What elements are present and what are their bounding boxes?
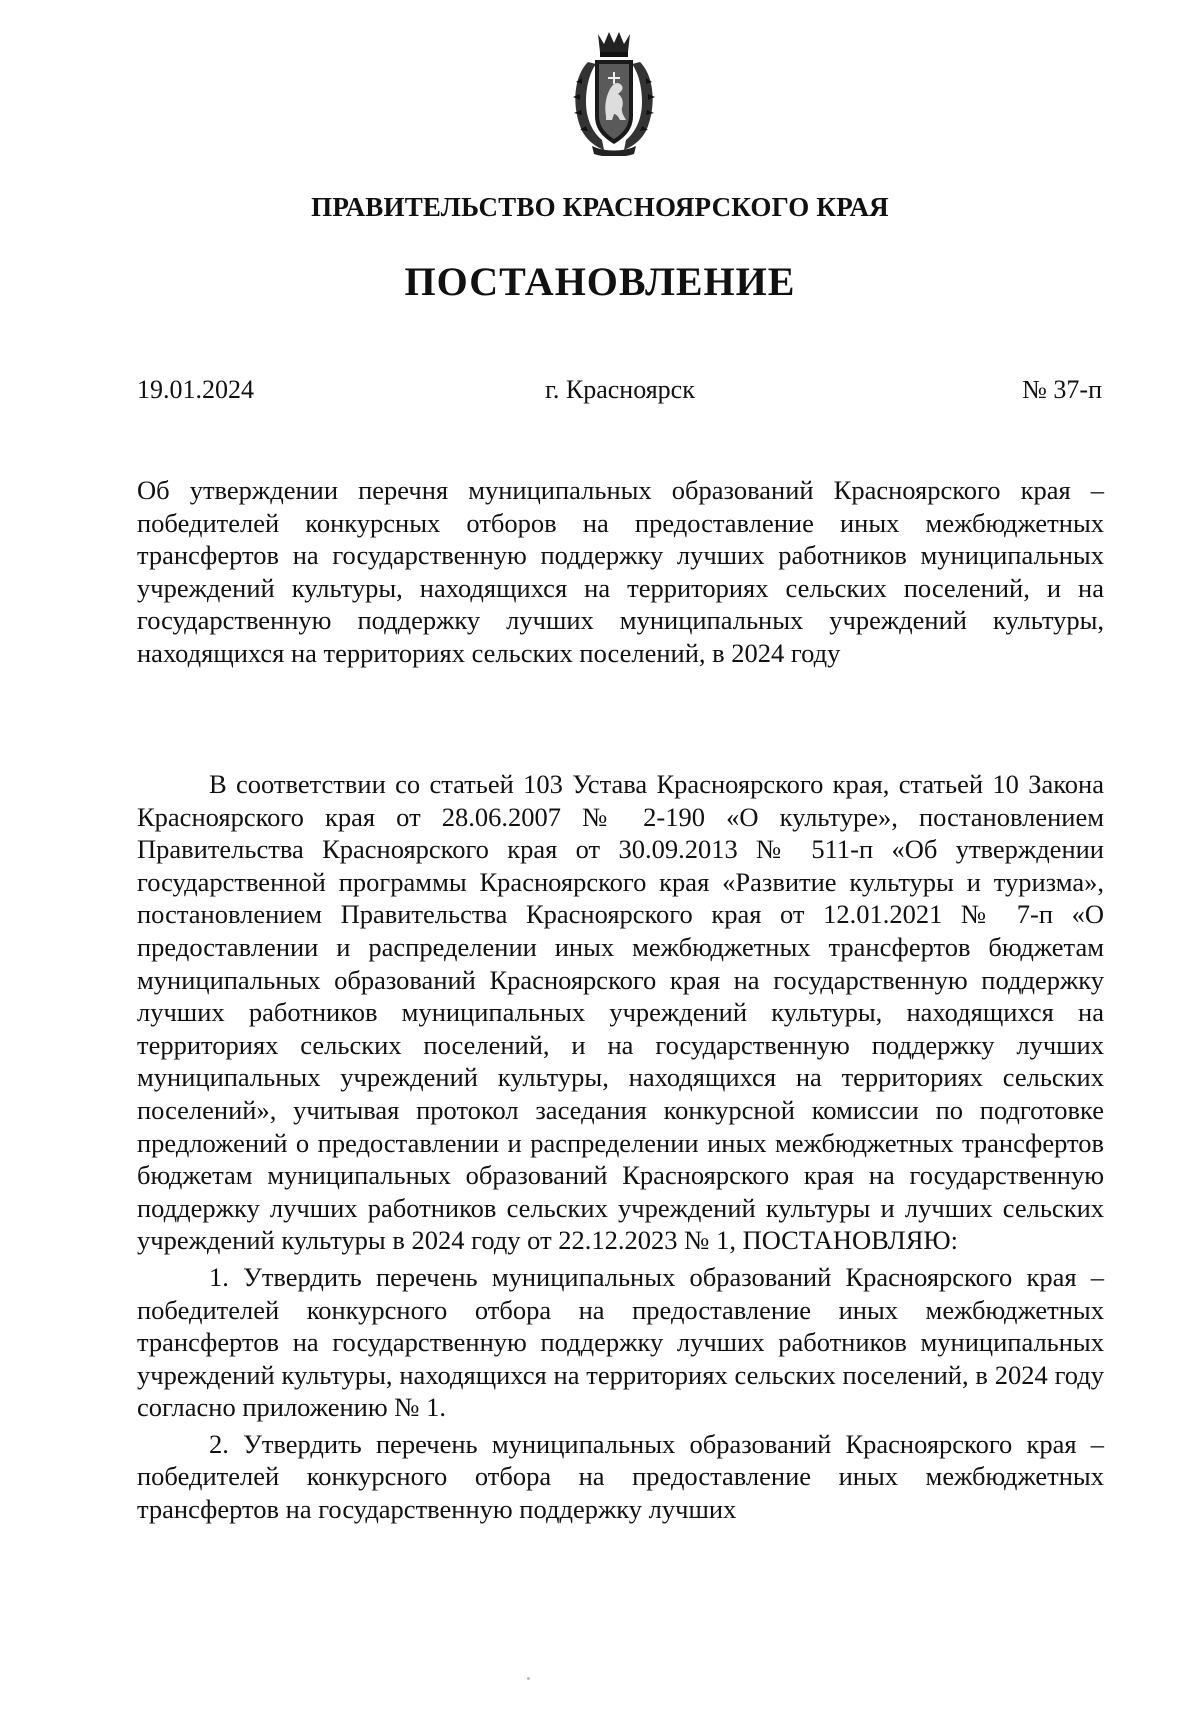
document-city: г. Красноярск bbox=[545, 375, 695, 404]
organization-heading: ПРАВИТЕЛЬСТВО КРАСНОЯРСКОГО КРАЯ bbox=[311, 192, 889, 222]
document-number: № 37-п bbox=[1022, 375, 1102, 404]
resolution-item-1: 1. Утвердить перечень муниципальных образований Красноярского края – победителей конкурсного отбора на предоставление иных межбюджетных трансфертов на государственную поддержку лучших работников муниципальных учреждений культуры, находящихся на территориях сельских поселений, в 2024 году согласно приложению № 1. bbox=[137, 1261, 1104, 1423]
document-type-heading: ПОСТАНОВЛЕНИЕ bbox=[404, 259, 796, 304]
preamble-paragraph: В соответствии со статьей 103 Устава Красноярского края, статьей 10 Закона Красноярского края от 28.06.2007 № 2-190 «О культуре», постановлением Правительства Красноярского края от 30.09.2013 № 511-п «Об утверждении государственной программы Красноярского края «Развитие культуры и туризма», постановлением Правительства Красноярского края от 12.01.2021 № 7-п «О предоставлении и распределении иных межбюджетных трансфертов бюджетам муниципальных образований Красноярского края на государственную поддержку лучших работников муниципальных учреждений культуры, находящихся на территориях сельских поселений, и на государственную поддержку лучших муниципальных учреждений культуры, находящихся на территориях сельских поселений», учитывая протокол заседания конкурсной комиссии по подготовке предложений о предоставлении и распределении иных межбюджетных трансфертов бюджетам муниципальных образований Красноярского края на государственную поддержку лучших работников сельских учреждений культуры и лучших сельских учреждений культуры в 2024 году от 22.12.2023 № 1, ПОСТАНОВЛЯЮ: bbox=[137, 769, 1104, 1256]
scan-artifact-dot bbox=[527, 1677, 530, 1680]
document-body bbox=[137, 768, 1104, 1526]
coat-of-arms-icon bbox=[568, 28, 660, 156]
document-date: 19.01.2024 bbox=[137, 375, 254, 404]
resolution-item-2: 2. Утвердить перечень муниципальных образований Красноярского края – победителей конкурсного отбора на предоставление иных межбюджетных трансфертов на государственную поддержку лучших bbox=[137, 1428, 1104, 1525]
document-title: Об утверждении перечня муниципальных образований Красноярского края – победителей конкурсных отборов на предоставление иных межбюджетных трансфертов на государственную поддержку лучших работников муниципальных учреждений культуры, находящихся на территориях сельских поселений, и на государственную поддержку лучших муниципальных учреждений культуры, находящихся на территориях сельских поселений, в 2024 году bbox=[137, 475, 1104, 668]
